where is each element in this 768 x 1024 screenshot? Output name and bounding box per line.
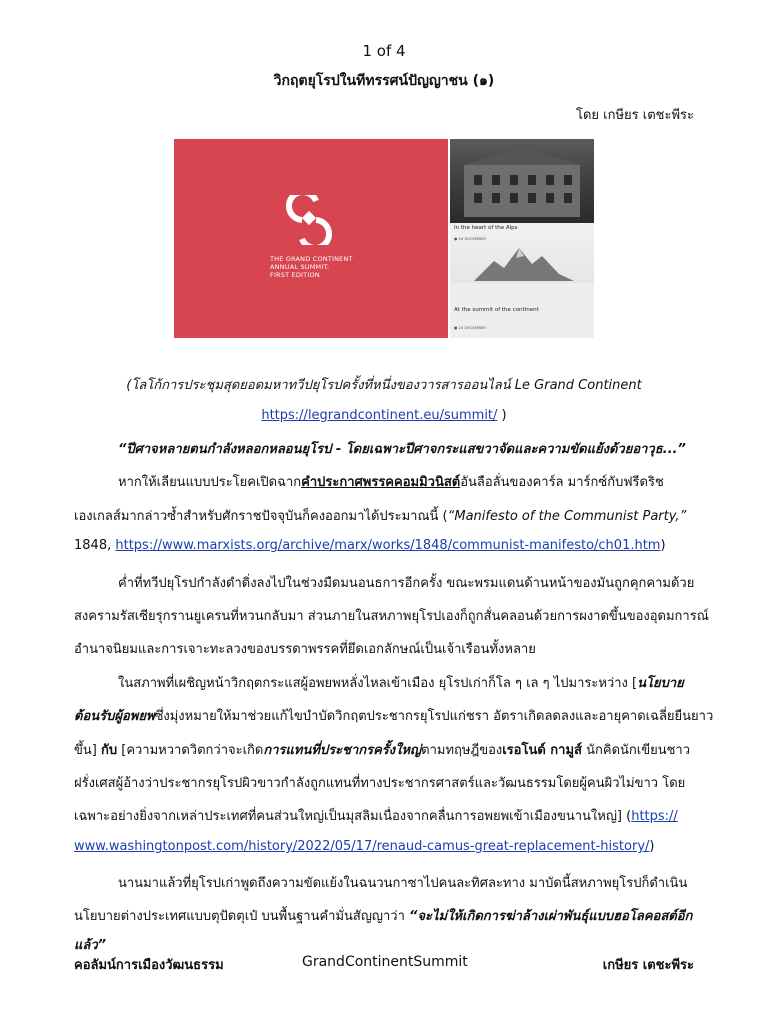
epigraph-quote: “ปีศาจหลายตนกำลังหลอกหลอนยุโรป - โดยเฉพาะปีศาจกระแสขวาจัดและความขัดแย้งด้วยอาวุธ...” <box>118 442 686 457</box>
logo-text-line: FIRST EDITION <box>270 271 320 279</box>
para4-line3: แล้ว” <box>74 938 107 953</box>
text-run: อันลือลั่นของคาร์ล มาร์กซ์กับฟรีดริช <box>460 475 664 490</box>
text-run: นักคิดนักเขียนชาว <box>581 743 691 758</box>
text-run: ) <box>660 538 666 553</box>
para3-line5 <box>74 805 678 826</box>
author-name: เรอโนด์ กามูส์ <box>502 743 582 758</box>
great-replacement-term: การแทนที่ประชากรครั้งใหญ่ <box>263 743 422 758</box>
text-run: ซึ่งมุ่งหมายให้มาช่วยแก้ไขบำบัดวิกฤตประชากรยุโรปแก่ชรา อัตราเกิดลดลงและอายุคาดเฉลี่ยยืนยาว <box>154 709 714 724</box>
text-run: [ความหวาดวิตกว่าจะเกิด <box>117 743 264 758</box>
para3-line6 <box>74 839 654 854</box>
building-icon <box>454 145 590 217</box>
para3-line2 <box>74 705 713 726</box>
summit-link[interactable]: https://legrandcontinent.eu/summit/ <box>261 408 498 423</box>
logo-text-line: THE GRAND CONTINENT <box>270 255 353 263</box>
text-run: ขึ้น] <box>74 743 101 758</box>
grand-continent-logo-icon <box>286 195 332 245</box>
text-run: ในสภาพที่เผชิญหน้าวิกฤตกระแสผู้อพยพหลั่งไหลเข้าเมือง ยุโรปเก่าก็โล ๆ เล ๆ ไปมาระหว่าง [ <box>118 676 638 691</box>
page-number: 1 of 4 <box>362 42 406 60</box>
para4-line2 <box>74 905 692 926</box>
mountain-icon <box>474 246 574 281</box>
footer-tag: GrandContinentSummit <box>302 954 468 970</box>
marxists-link[interactable]: https://www.marxists.org/archive/marx/works/1848/communist-manifesto/ch01.htm <box>115 538 661 553</box>
panel2-date: ● 20 DECEMBER <box>454 325 486 330</box>
para4-line1: นานมาแล้วที่ยุโรปเก่าพูดถึงความขัดแย้งในฉนวนกาซาไปคนละทิศละทาง มาบัดนี้สหภาพยุโรปก็ดำเนิน <box>118 876 688 891</box>
red-logo-panel <box>174 139 448 338</box>
panel1-heading: In the heart of the Alps <box>454 225 518 231</box>
para1-line1 <box>118 471 664 492</box>
para3-line4: ฝรั่งเศสผู้อ้างว่าประชากรยุโรปผิวขาวกำลังถูกแทนที่ทางประชากรศาสตร์และวัฒนธรรมโดยผู้คนผิวไม่ขาว โดย <box>74 776 686 791</box>
footer-author: เกษียร เตชะพีระ <box>602 958 694 973</box>
manifesto-term: คำประกาศพรรคคอมมิวนิสต์ <box>301 475 461 490</box>
article-title: วิกฤตยุโรปในทีทรรศน์ปัญญาชน (๑) <box>273 73 495 89</box>
text-run: เองเกลส์มากล่าวซ้ำสำหรับศักราชปัจจุบันก็คงออกมาได้ประมาณนี้ ( <box>74 509 448 524</box>
para3-line1 <box>118 672 684 693</box>
panel1-date: ● 16 DECEMBER <box>454 236 486 241</box>
washingtonpost-link[interactable]: https:// <box>631 809 678 824</box>
image-caption: (โลโก้การประชุมสุดยอดมหาทวีปยุโรปครั้งที่หนึ่งของวารสารออนไลน์ Le Grand Continent <box>126 378 642 393</box>
text-run: ตามทฤษฎีของ <box>421 743 503 758</box>
conjunction: กับ <box>100 743 118 758</box>
para2-line2: สงครามรัสเซียรุกรานยูเครนที่หวนกลับมา ส่วนภายในสหภาพยุโรปเองก็ถูกสั่นคลอนด้วยการผงาดขึ้นของอุดมการณ์ <box>74 609 709 624</box>
manifesto-title: “Manifesto of the Communist Party,” <box>447 509 687 524</box>
para3-line3 <box>74 739 690 760</box>
logo-caption <box>270 255 353 279</box>
alps-building-photo <box>450 139 594 223</box>
panel2-heading: At the summit of the continent <box>454 307 539 313</box>
para2-line1: ค่ำที่ทวีปยุโรปกำลังดำดิ่งลงไปในช่วงมืดมนอนธการอีกครั้ง ขณะพรมแดนด้านหน้าของมันถูกคุกคามด้วย <box>118 576 695 591</box>
policy-term: ต้อนรับผู้อพยพ <box>74 709 155 724</box>
summit-banner-image <box>174 139 594 338</box>
text-run: เฉพาะอย่างยิ่งจากเหล่าประเทศที่คนส่วนใหญ่เป็นมุสลิมเนื่องจากคลื่นการอพยพเข้าเมืองขนานใหญ่] ( <box>74 809 632 824</box>
text-run: หากให้เลียนแบบประโยคเปิดฉาก <box>118 475 302 490</box>
byline: โดย เกษียร เตชะพีระ <box>575 108 694 123</box>
text-run: 1848, <box>74 538 116 553</box>
caption-tail: ) <box>497 408 507 423</box>
policy-term: นโยบาย <box>637 676 684 691</box>
text-run: นโยบายต่างประเทศแบบตุปัดตุเป๋ บนพื้นฐานคำมั่นสัญญาว่า <box>74 909 410 924</box>
image-caption-link-line <box>0 408 768 423</box>
logo-text-line: ANNUAL SUMMIT: <box>270 263 330 271</box>
washingtonpost-link[interactable]: www.washingtonpost.com/history/2022/05/17/renaud-camus-great-replacement-history/ <box>74 839 650 854</box>
para1-line3 <box>74 538 666 553</box>
text-run: ) <box>649 839 655 854</box>
para1-line2 <box>74 505 686 526</box>
para2-line3: อำนาจนิยมและการเจาะทะลวงของบรรดาพรรคที่ยึดเอกลักษณ์เป็นเจ้าเรือนทั้งหลาย <box>74 642 536 657</box>
footer-column-name: คอลัมน์การเมืองวัฒนธรรม <box>74 958 224 973</box>
pledge-quote: “จะไม่ให้เกิดการฆ่าล้างเผ่าพันธุ์แบบฮอโลคอสต์อีก <box>409 909 693 924</box>
